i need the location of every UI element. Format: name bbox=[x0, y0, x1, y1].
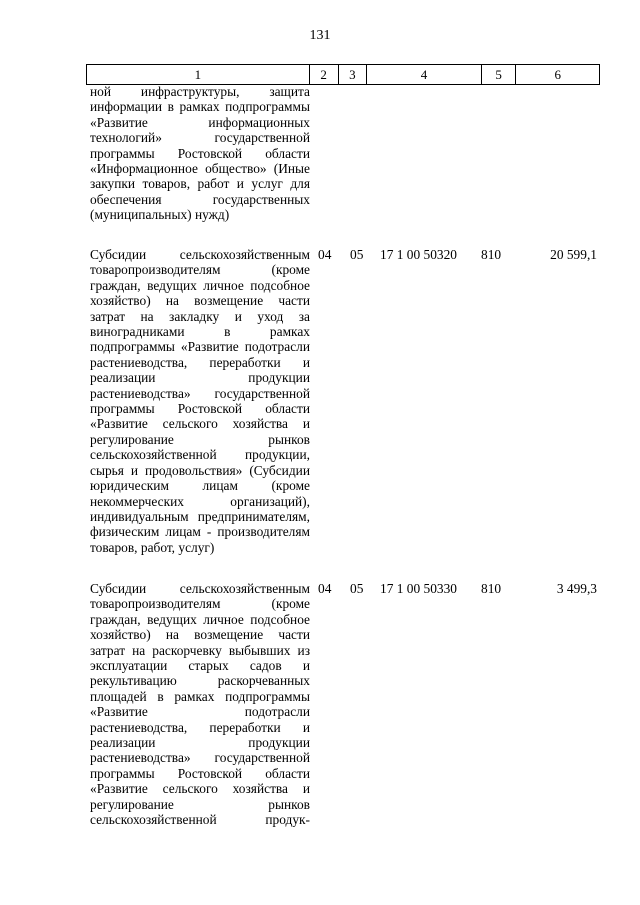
row-target-code: 17 1 00 50330 bbox=[380, 581, 457, 596]
table-header bbox=[86, 64, 600, 85]
row-description: Субсидии сельскохозяйственным товаропроизводителям (кроме граждан, ведущих личное подсобное хозяйство) на возмещение части затрат на раскорчевку выбывших из эксплуатации старых садов и рекультивацию раскорчеванных площадей в рамках подпрограммы «Развитие подотрасли растениеводства, переработки и реализации продукции растениеводства» государственной программы Ростовской области «Развитие сельского хозяйства и регулирование рынков сельскохозяйственной продук- bbox=[90, 581, 310, 828]
header-col-2: 2 bbox=[309, 65, 338, 84]
table-row bbox=[86, 581, 600, 841]
row-section-code: 04 bbox=[318, 247, 332, 262]
row-description: Субсидии сельскохозяйственным товаропроизводителям (кроме граждан, ведущих личное подсобное хозяйство) на возмещение части затрат на закладку и уход за виноградниками в рамках подпрограммы «Развитие подотрасли растениеводства, переработки и реализации продукции растениеводства» государственной программы Ростовской области «Развитие сельского хозяйства и регулирование рынков сельскохозяйственной продукции, сырья и продовольствия» (Субсидии юридическим лицам (кроме некоммерческих организаций), индивидуальным предпринимателям, физическим лицам - производителям товаров, работ, услуг) bbox=[90, 247, 310, 555]
budget-table bbox=[86, 64, 600, 828]
row-expense-type: 810 bbox=[481, 247, 502, 262]
header-col-6: 6 bbox=[515, 65, 599, 84]
row-subsection-code: 05 bbox=[350, 581, 364, 596]
header-col-3: 3 bbox=[338, 65, 367, 84]
header-col-5: 5 bbox=[481, 65, 516, 84]
header-col-4: 4 bbox=[366, 65, 480, 84]
table-row bbox=[86, 247, 600, 577]
header-col-1: 1 bbox=[194, 67, 202, 82]
row-expense-type: 810 bbox=[481, 581, 502, 596]
table-row bbox=[86, 84, 600, 244]
row-amount: 3 499,3 bbox=[556, 581, 597, 596]
row-amount: 20 599,1 bbox=[550, 247, 597, 262]
page-number: 131 bbox=[309, 28, 331, 43]
row-subsection-code: 05 bbox=[350, 247, 364, 262]
row-target-code: 17 1 00 50320 bbox=[380, 247, 457, 262]
row-section-code: 04 bbox=[318, 581, 332, 596]
row-description: ной инфраструктуры, защита информации в рамках подпрограммы «Развитие информационных технологий» государственной программы Ростовской области «Информационное общество» (Иные закупки товаров, работ и услуг для обеспечения государственных (муниципальных) нужд) bbox=[90, 84, 310, 223]
